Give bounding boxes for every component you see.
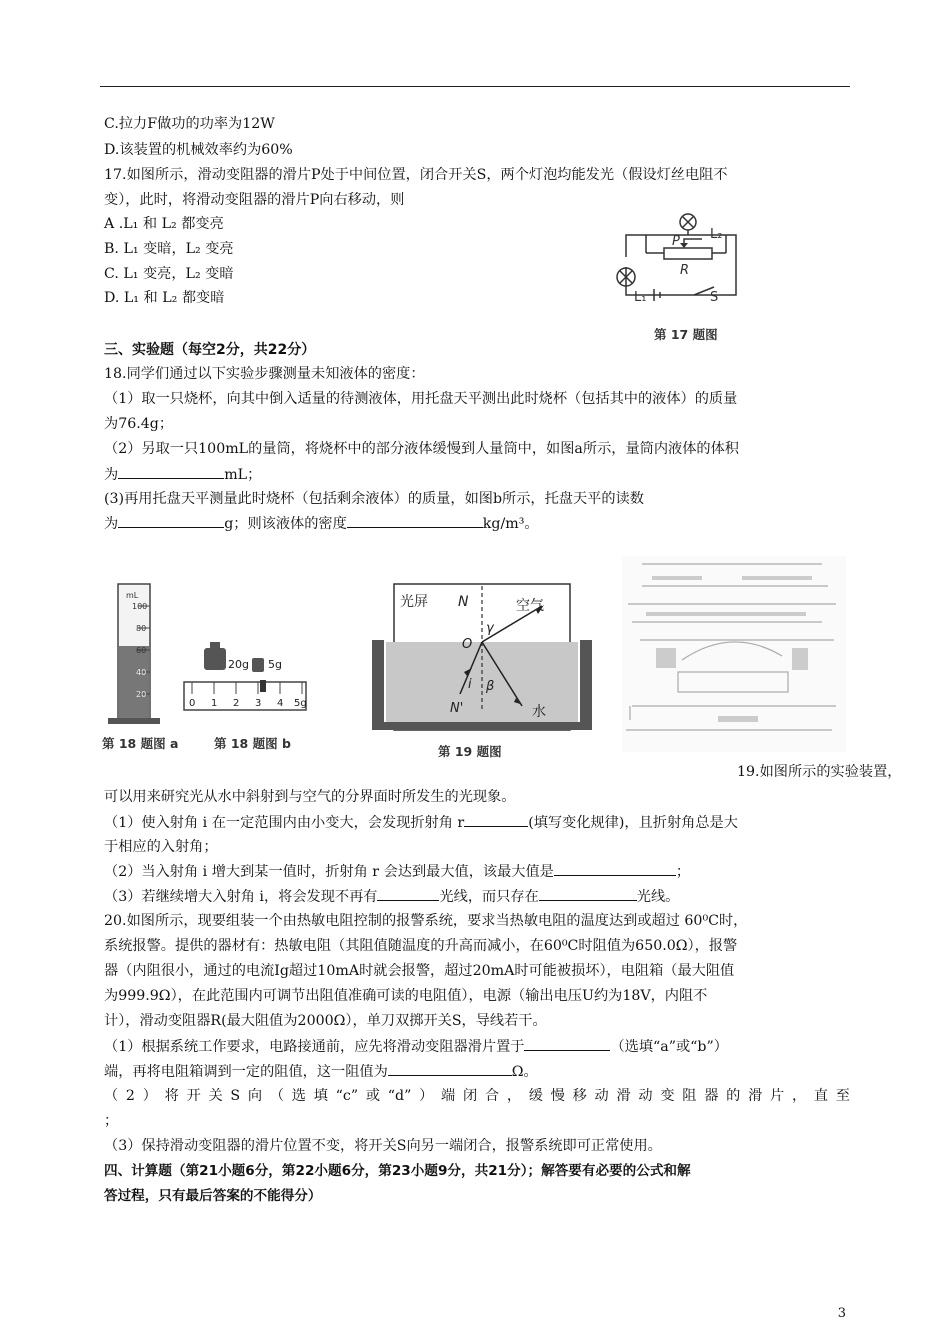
q20-part2-line2: ； — [104, 1113, 119, 1129]
section-4-heading-1: 四、计算题（第21小题6分，第22小题6分，第23小题9分，共21分）；解答要有必要的公式和解 — [104, 1163, 691, 1179]
figure-19-refraction — [366, 576, 596, 766]
q18-part3-line1: (3)再用托盘天平测量此时烧杯（包括剩余液体）的质量，如图b所示，托盘天平的读数 — [104, 491, 644, 507]
answer-blank-remaining-ray[interactable] — [539, 886, 637, 901]
q19-part2-prefix: （2）当入射角 i 增大到某一值时，折射角 r 会达到最大值，该最大值是 — [104, 864, 554, 880]
tick-40: 40 — [136, 668, 147, 677]
figure-17-circuit — [606, 205, 746, 345]
q18-part1-line1: （1）取一只烧杯，向其中倒入适量的待测液体，用托盘天平测出此时烧杯（包括其中的液体）的质量 — [104, 391, 738, 407]
point-o-label: O — [462, 637, 473, 652]
q20-part1-line2 — [104, 1061, 538, 1082]
figure-18a-caption: 第 18 题图 a — [102, 736, 179, 751]
answer-blank-slider-end[interactable] — [524, 1036, 610, 1051]
answer-blank-mass[interactable] — [118, 513, 224, 528]
q20-text-1: 20.如图所示，现要组装一个由热敏电阻控制的报警系统，要求当热敏电阻的温度达到或超过 60⁰C时， — [104, 913, 748, 929]
label-l1: L₁ — [634, 290, 647, 305]
tick-80: 80 — [136, 624, 147, 633]
q17-option-a: A .L₁ 和 L₂ 都变亮 — [104, 216, 224, 232]
screen-label: 光屏 — [400, 594, 428, 610]
q20-text-2: 系统报警。提供的器材有：热敏电阻（其阻值随温度的升高而减小，在60⁰C时阻值为650.0Ω），报警 — [104, 938, 738, 954]
q20-text-5: 计），滑动变阻器R(最大阻值为2000Ω），单刀双掷开关S，导线若干。 — [104, 1013, 547, 1029]
weight-20g-label: 20g — [228, 658, 249, 671]
q19-part1-line1 — [104, 812, 738, 833]
q20-part1b-suffix: Ω。 — [511, 1064, 538, 1080]
answer-blank-missing-ray[interactable] — [377, 886, 439, 901]
q18-text: 18.同学们通过以下实验步骤测量未知液体的密度： — [104, 366, 425, 382]
q20-text-4: 为999.9Ω），在此范围内可调节出阻值准确可读的电阻值），电源（输出电压U约为18V，内阻不 — [104, 988, 708, 1004]
answer-blank-density[interactable] — [347, 513, 483, 528]
q20-part1-prefix: （1）根据系统工作要求，电路接通前，应先将滑动变阻器滑片置于 — [104, 1039, 525, 1055]
label-s: S — [710, 290, 719, 305]
label-l2: L₂ — [710, 227, 723, 242]
q19-part3-suffix: 光线。 — [636, 889, 680, 905]
answer-blank-refraction-trend[interactable] — [464, 812, 528, 827]
q17-option-d: D. L₁ 和 L₂ 都变暗 — [104, 290, 225, 306]
scale-4: 4 — [277, 698, 284, 709]
q18-part2-prefix: 为 — [104, 467, 119, 483]
q18-part3-prefix: 为 — [104, 516, 119, 532]
q17-option-b: B. L₁ 变暗，L₂ 变亮 — [104, 241, 234, 257]
page-number: 3 — [837, 1306, 846, 1321]
q17-option-c: C. L₁ 变亮，L₂ 变暗 — [104, 266, 234, 282]
figure-18b-balance — [180, 630, 320, 754]
section-4-heading-2: 答过程，只有最后答案的不能得分） — [104, 1188, 322, 1204]
water-label: 水 — [532, 704, 546, 720]
air-label: 空气 — [516, 598, 544, 614]
q19-part3-middle: 光线，而只存在 — [439, 889, 539, 905]
rider-icon — [260, 680, 266, 692]
normal-n-label: N — [458, 594, 469, 610]
scale-1: 1 — [211, 698, 218, 709]
tick-100: 100 — [132, 602, 148, 611]
rheostat-icon — [664, 248, 712, 259]
q18-part2-line1: （2）另取一只100mL的量筒，将烧杯中的部分液体缓慢到人量筒中，如图a所示，量筒内液体的体积 — [104, 441, 739, 457]
option-d-text: D.该装置的机械效率约为60% — [104, 142, 293, 158]
q19-part2-suffix: ； — [675, 864, 691, 880]
q20-part1b-prefix: 端，再将电阻箱调到一定的阻值，这一阻值为 — [104, 1064, 388, 1080]
q19-part1-line2: 于相应的入射角； — [104, 839, 218, 855]
figure-20-faded-circuit — [622, 556, 846, 752]
q20-part1-suffix: （选填“a”或“b”） — [610, 1039, 728, 1055]
balance-scale-icon — [184, 682, 306, 710]
figure-19-caption: 第 19 题图 — [438, 744, 502, 759]
q19-text-2: 可以用来研究光从水中斜射到与空气的分界面时所发生的光现象。 — [104, 789, 516, 805]
q19-part1-suffix: (填写变化规律)，且折射角总是大 — [528, 815, 738, 831]
scale-5g: 5g — [294, 698, 307, 709]
q20-part2-line1: （2）将开关S向（选填“c”或“d”）端闭合，缓慢移动滑动变阻器的滑片，直至 — [104, 1088, 850, 1104]
q18-part3-middle: g；则该液体的密度 — [224, 516, 347, 532]
q18-part1-line2: 为76.4g； — [104, 416, 174, 432]
header-rule — [100, 86, 850, 87]
label-p: P — [672, 234, 680, 249]
tick-20: 20 — [136, 690, 147, 699]
scale-2: 2 — [233, 698, 240, 709]
cylinder-unit: mL — [126, 591, 139, 600]
q19-part1-prefix: （1）使入射角 i 在一定范围内由小变大，会发现折射角 r — [104, 815, 465, 831]
answer-blank-max-angle[interactable] — [554, 861, 676, 876]
answer-blank-resistance[interactable] — [388, 1061, 512, 1076]
q19-part2-line — [104, 861, 690, 882]
q17-text-1: 17.如图所示，滑动变阻器的滑片P处于中间位置，闭合开关S，两个灯泡均能发光（假设灯丝电阻不 — [104, 167, 728, 183]
label-r: R — [680, 263, 690, 278]
tick-60: 60 — [136, 646, 147, 655]
q20-text-3: 器（内阻很小，通过的电流Ig超过10mA时就会报警，超过20mA时可能被损坏），电阻箱（最大阻值 — [104, 963, 735, 979]
q17-text-2: 变），此时，将滑动变阻器的滑片P向右移动，则 — [104, 192, 405, 208]
q18-part3-suffix: kg/m³。 — [482, 516, 539, 532]
q20-part3-line: （3）保持滑动变阻器的滑片位置不变，将开关S向另一端闭合，报警系统即可正常使用。 — [104, 1138, 662, 1154]
beta-label: β — [486, 679, 495, 694]
normal-n-prime-label: N' — [450, 701, 464, 716]
weight-5g-label: 5g — [268, 658, 282, 671]
figure-18b-caption: 第 18 题图 b — [214, 736, 291, 751]
option-c-text: C.拉力F做功的功率为12W — [104, 116, 275, 132]
q18-part3-line2 — [104, 513, 539, 534]
q18-part2-line2 — [104, 464, 261, 485]
scale-3: 3 — [255, 698, 262, 709]
q18-part2-suffix: mL； — [224, 467, 262, 483]
q19-part3-prefix: （3）若继续增大入射角 i，将会发现不再有 — [104, 889, 378, 905]
q19-part3-line — [104, 886, 679, 907]
gamma-label: γ — [486, 621, 494, 636]
figure-17-caption: 第 17 题图 — [654, 327, 718, 342]
section-3-heading: 三、实验题（每空2分，共22分） — [104, 342, 316, 358]
weight-20g-icon — [204, 648, 226, 670]
i-label: i — [468, 677, 472, 692]
answer-blank-volume[interactable] — [118, 464, 224, 479]
q20-part1-line1 — [104, 1036, 728, 1057]
q19-text-1: 19.如图所示的实验装置， — [737, 764, 902, 780]
weight-5g-icon — [252, 658, 264, 672]
scale-0: 0 — [189, 698, 196, 709]
